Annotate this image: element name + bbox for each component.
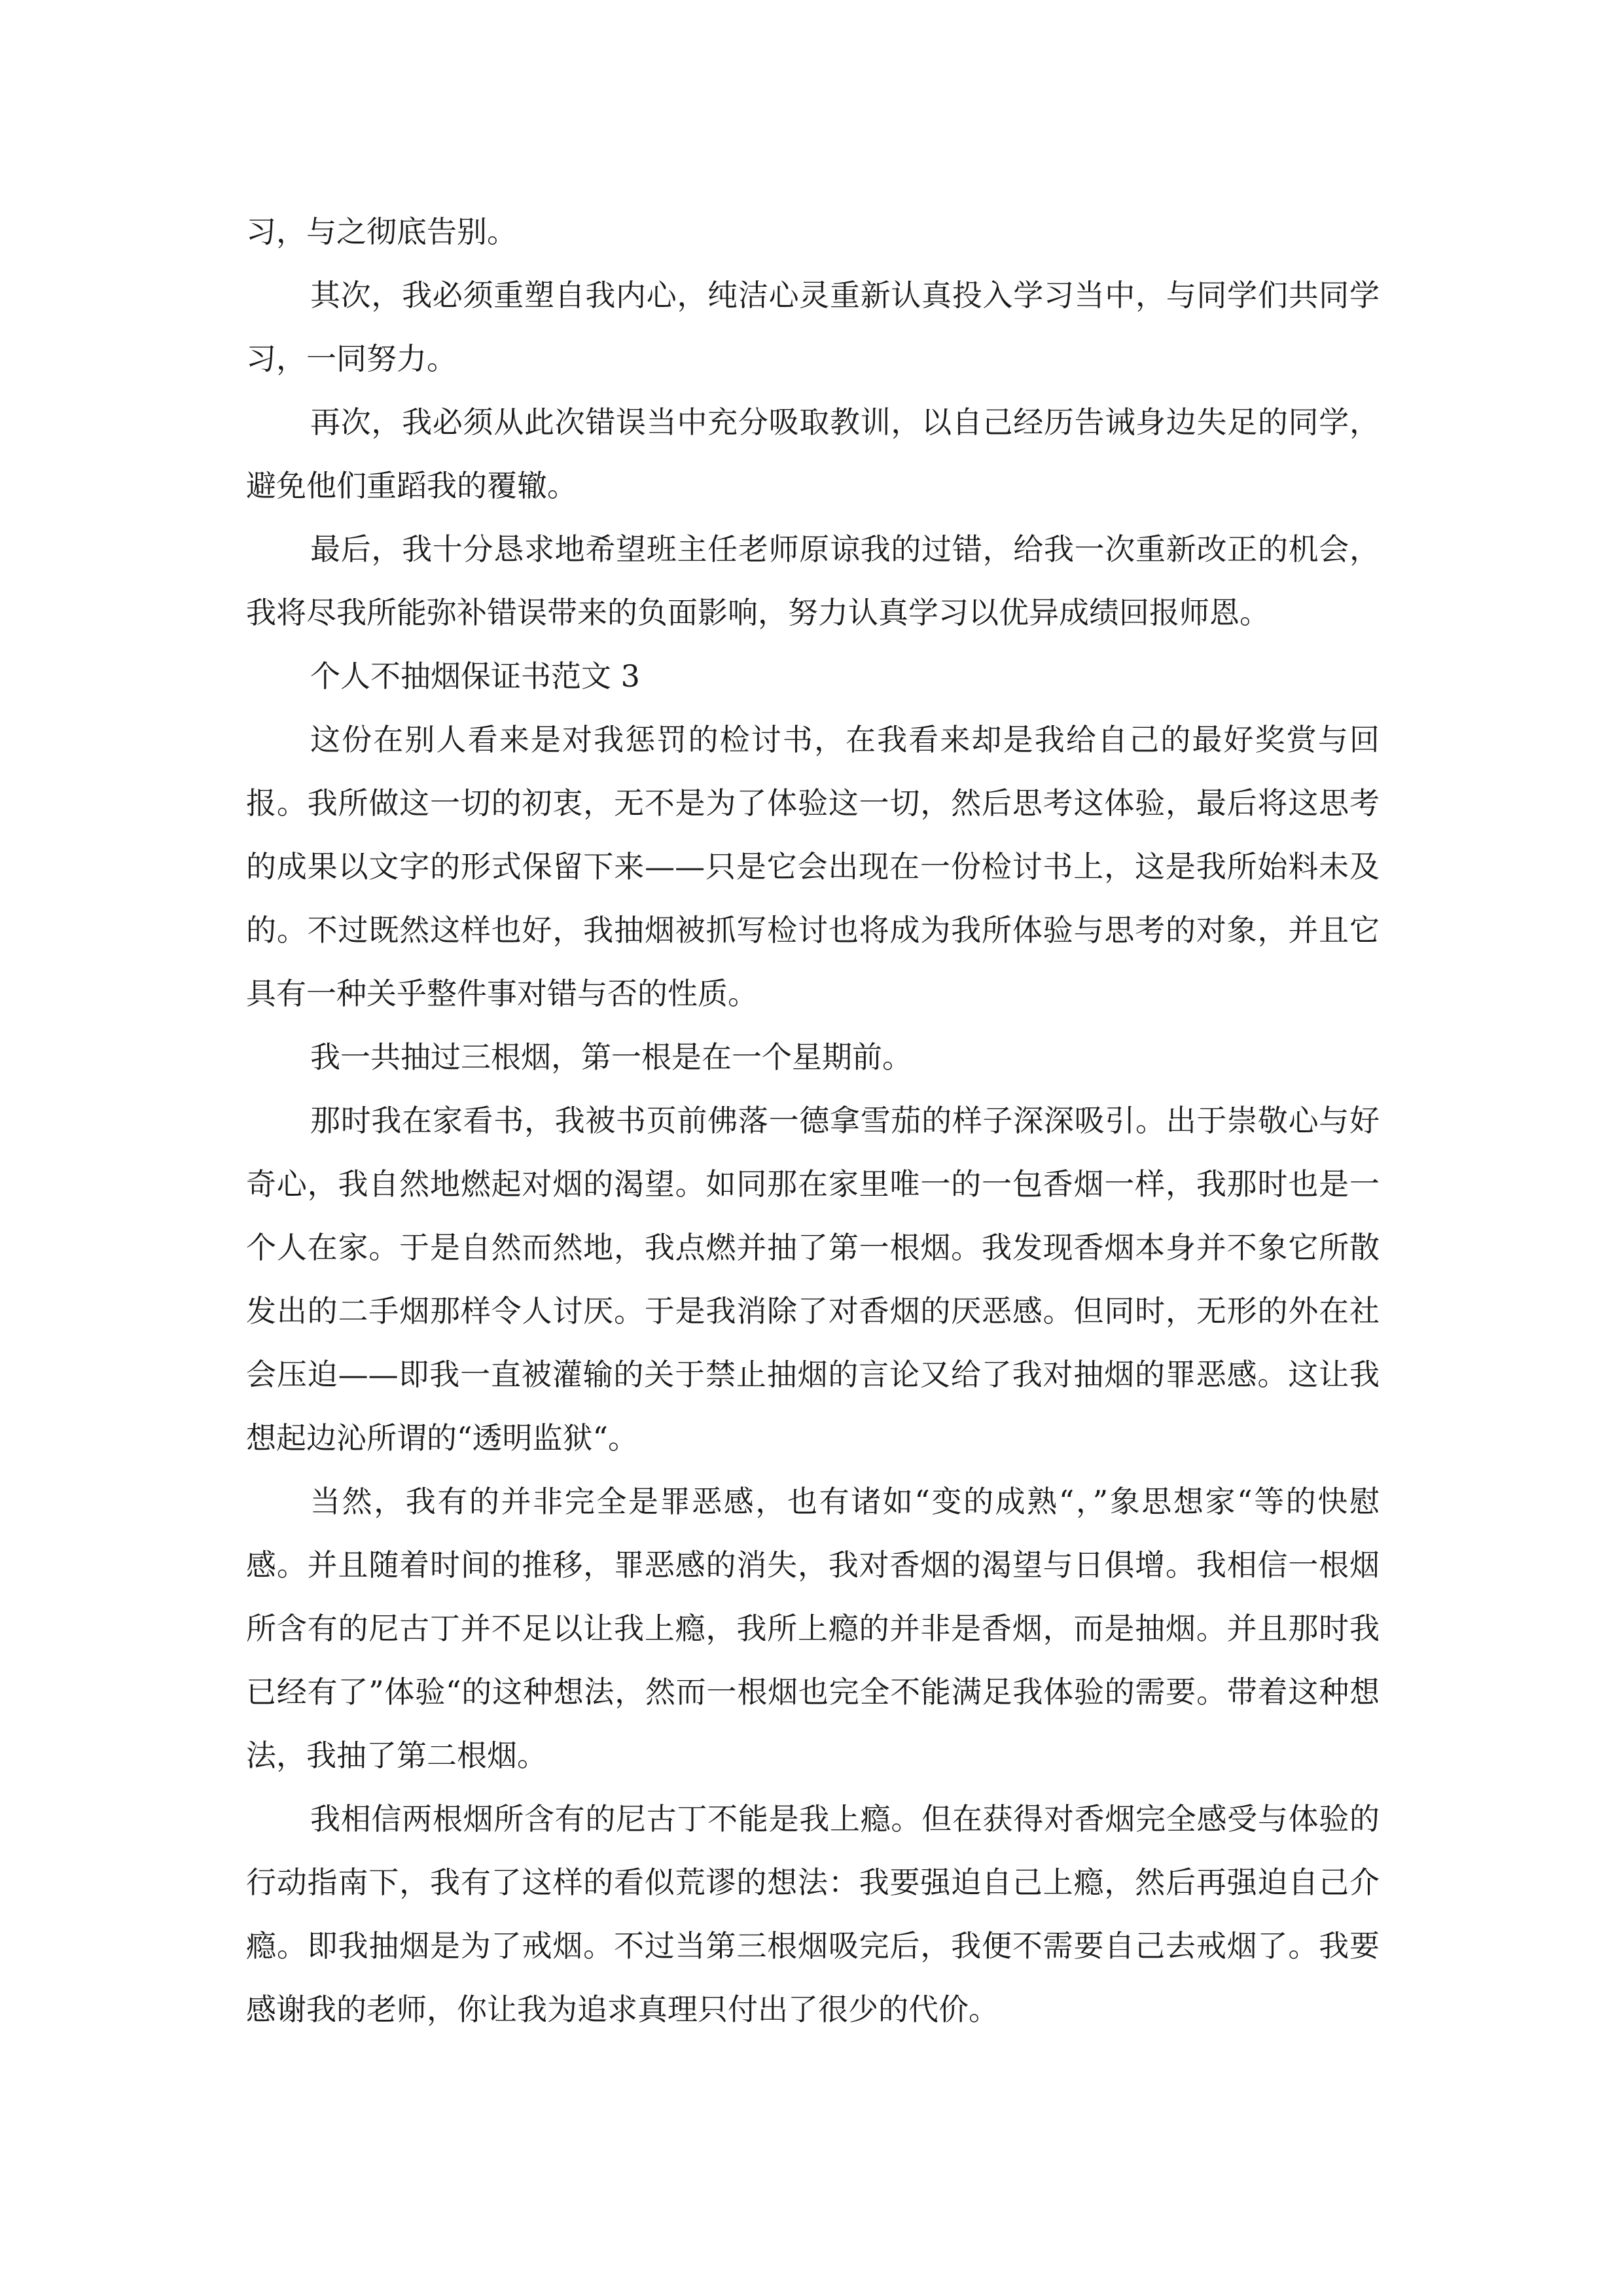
paragraph-7: 我一共抽过三根烟，第一根是在一个星期前。 — [310, 1039, 912, 1075]
paragraph-3: 再次，我必须从此次错误当中充分吸取教训，以自己经历告诫身边失足的同学，避免他们重蹈我的覆辙。 — [246, 404, 1380, 503]
section-heading: 个人不抽烟保证书范文 3 — [310, 658, 640, 694]
document-body — [246, 200, 1380, 2041]
paragraph-4: 最后，我十分恳求地希望班主任老师原谅我的过错，给我一次重新改正的机会，我将尽我所能弥补错误带来的负面影响，努力认真学习以优异成绩回报师恩。 — [246, 531, 1380, 630]
paragraph-6: 这份在别人看来是对我惩罚的检讨书，在我看来却是我给自己的最好奖赏与回报。我所做这一切的初衷，无不是为了体验这一切，然后思考这体验，最后将这思考的成果以文字的形式保留下来——只是它会出现在一份检讨书上，这是我所始料未及的。不过既然这样也好，我抽烟被抓写检讨也将成为我所体验与思考的对象，并且它具有一种关乎整件事对错与否的性质。 — [246, 722, 1380, 1011]
paragraph-1: 习，与之彻底告别。 — [246, 214, 517, 249]
paragraph-8: 那时我在家看书，我被书页前佛落一德拿雪茄的样子深深吸引。出于崇敬心与好奇心，我自然地燃起对烟的渴望。如同那在家里唯一的一包香烟一样，我那时也是一个人在家。于是自然而然地，我点燃并抽了第一根烟。我发现香烟本身并不象它所散发出的二手烟那样令人讨厌。于是我消除了对香烟的厌恶感。但同时，无形的外在社会压迫——即我一直被灌输的关于禁止抽烟的言论又给了我对抽烟的罪恶感。这让我想起边沁所谓的“透明监狱“。 — [246, 1103, 1380, 1456]
paragraph-9: 当然，我有的并非完全是罪恶感，也有诸如“变的成熟“，”象思想家“等的快慰感。并且随着时间的推移，罪恶感的消失，我对香烟的渴望与日俱增。我相信一根烟所含有的尼古丁并不足以让我上瘾，我所上瘾的并非是香烟，而是抽烟。并且那时我已经有了”体验“的这种想法，然而一根烟也完全不能满足我体验的需要。带着这种想法，我抽了第二根烟。 — [246, 1484, 1380, 1773]
paragraph-10: 我相信两根烟所含有的尼古丁不能是我上瘾。但在获得对香烟完全感受与体验的行动指南下，我有了这样的看似荒谬的想法：我要强迫自己上瘾，然后再强迫自己介瘾。即我抽烟是为了戒烟。不过当第三根烟吸完后，我便不需要自己去戒烟了。我要感谢我的老师，你让我为追求真理只付出了很少的代价。 — [246, 1801, 1380, 2027]
paragraph-2: 其次，我必须重塑自我内心，纯洁心灵重新认真投入学习当中，与同学们共同学习，一同努力。 — [246, 278, 1380, 376]
